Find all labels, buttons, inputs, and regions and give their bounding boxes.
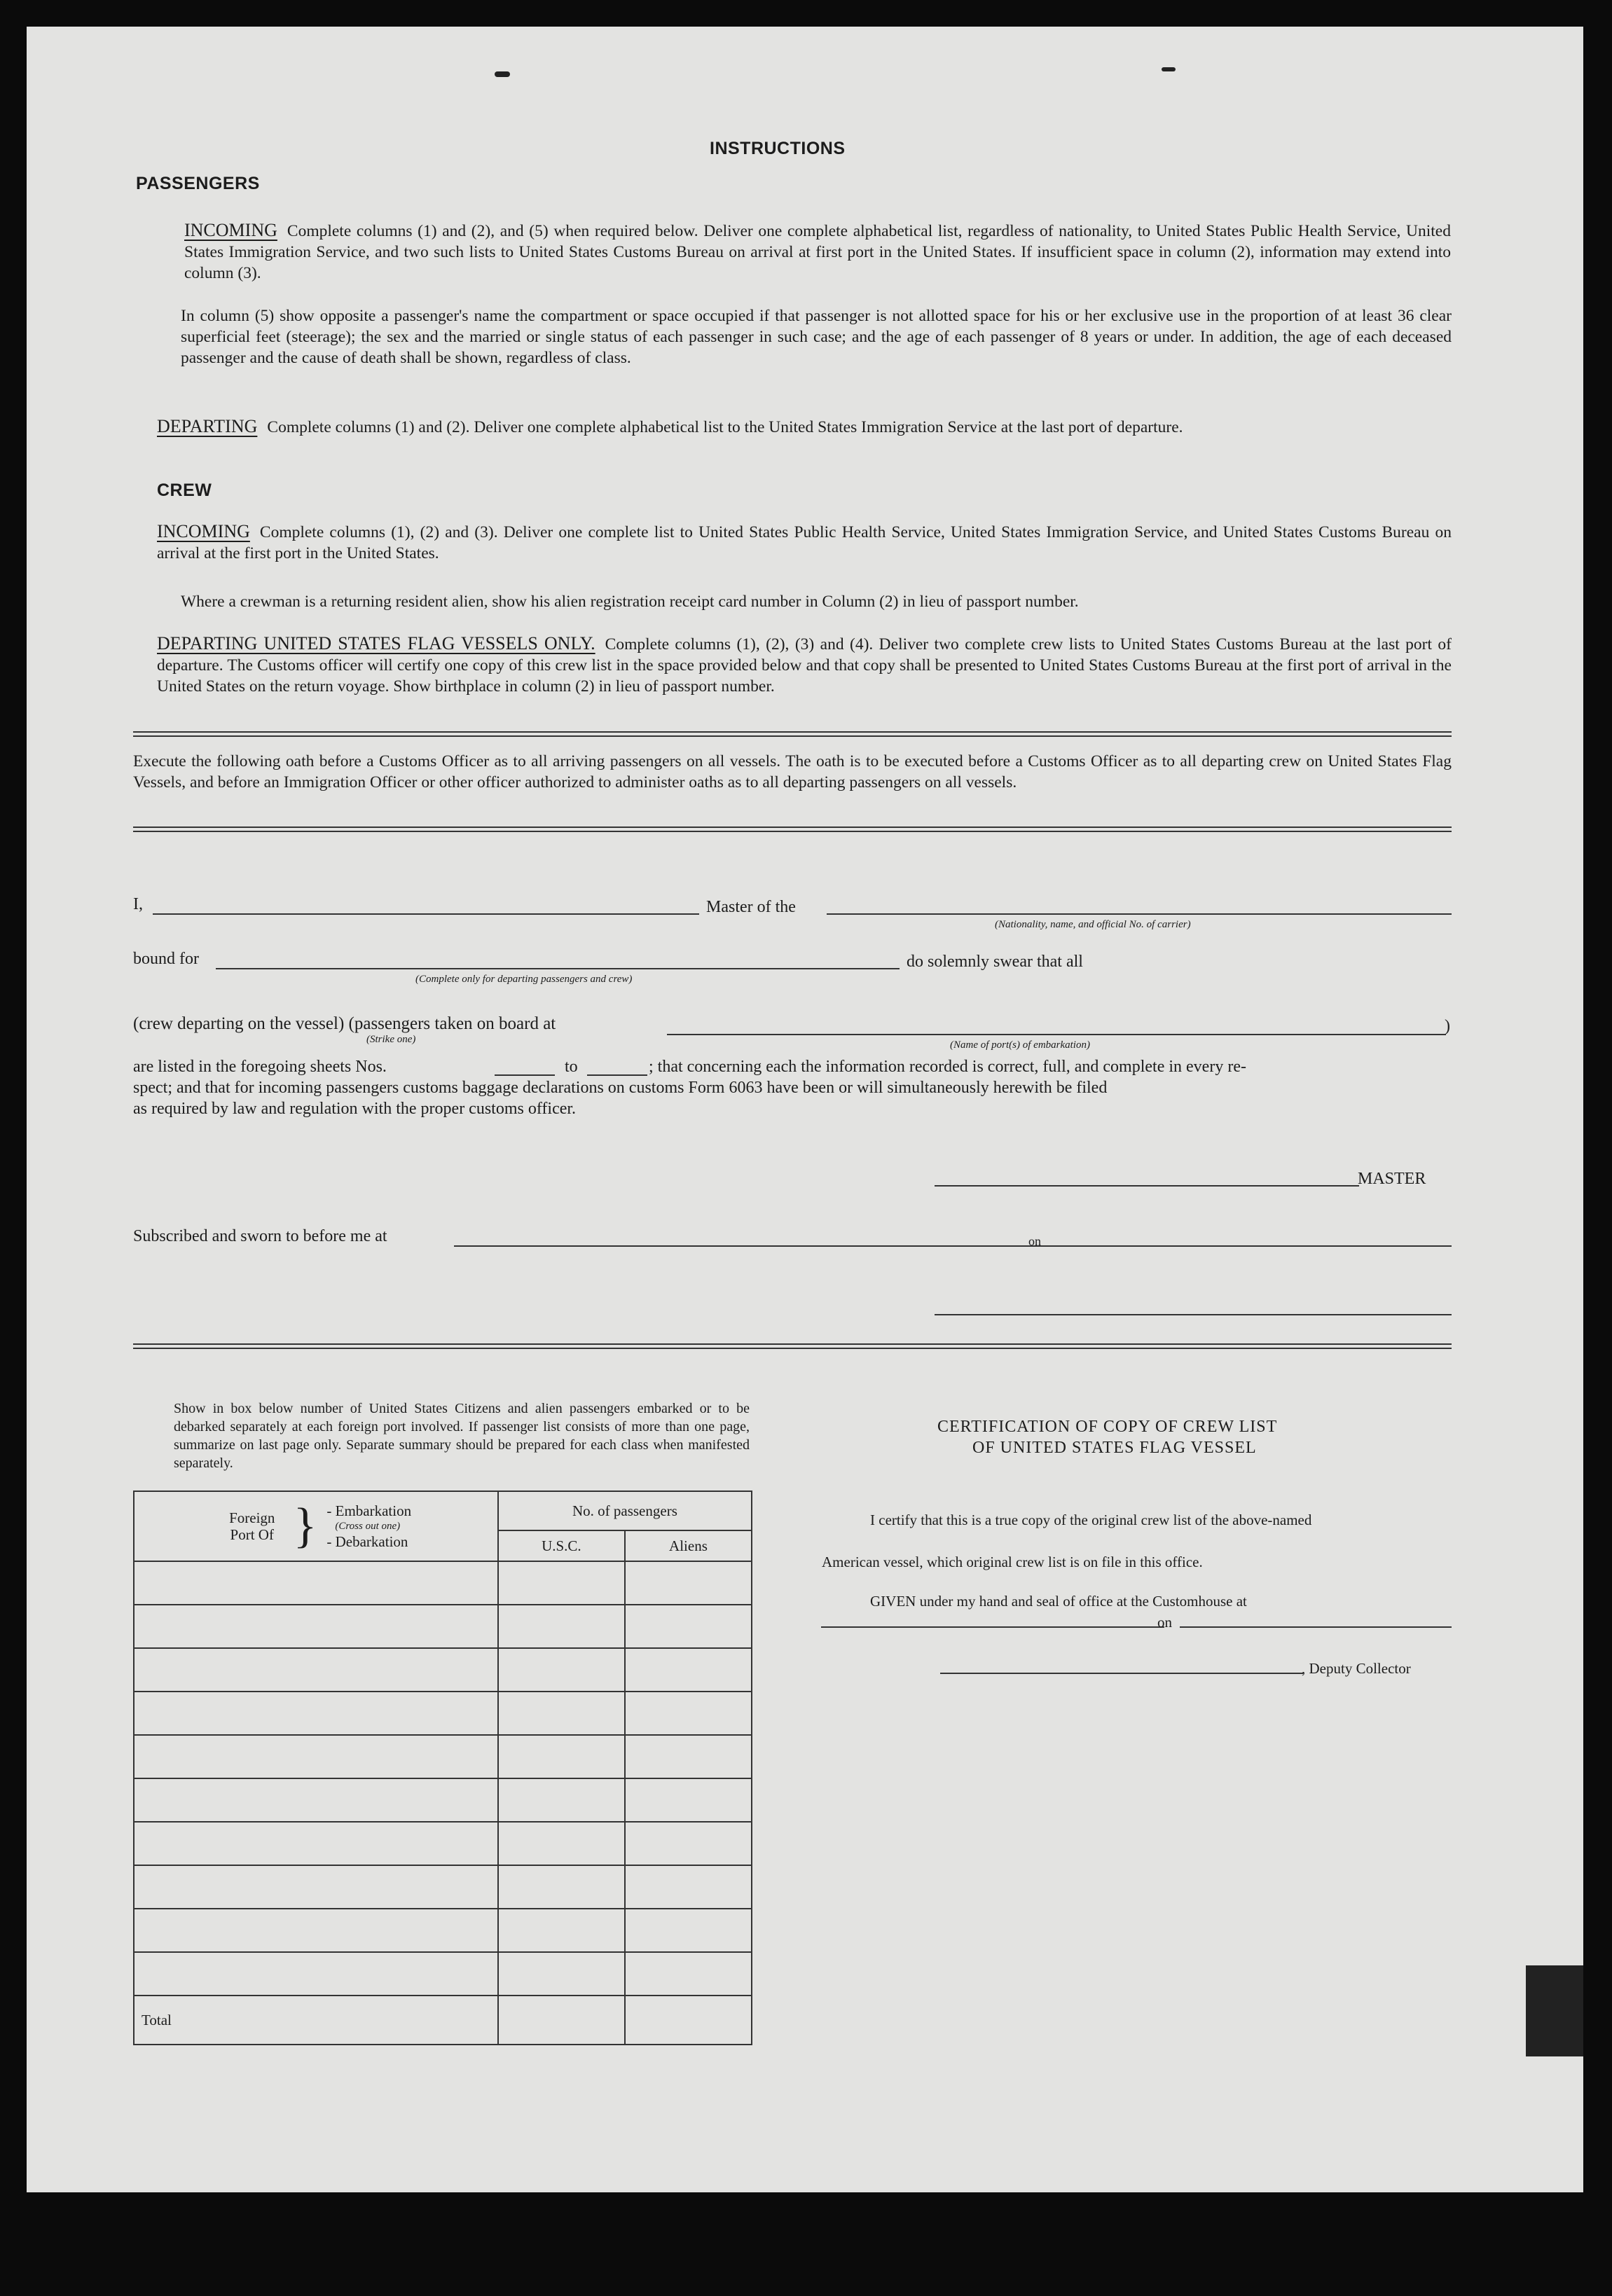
column5-paragraph (181, 305, 1452, 368)
port-header-cell (134, 1491, 498, 1561)
table-row[interactable] (134, 1735, 752, 1778)
on-label: on (1028, 1234, 1041, 1248)
bound-for-field[interactable] (216, 968, 900, 969)
scan-edge-mark (1526, 1965, 1583, 2056)
passengers-departing-paragraph (157, 416, 1452, 438)
officer-signature-field[interactable] (935, 1314, 1452, 1315)
departing-flag-label: DEPARTING UNITED STATES FLAG VESSELS ONLY. (157, 633, 595, 653)
no-of-passengers-header: No. of passengers (498, 1491, 752, 1530)
oath-intro: Execute the following oath before a Customs Officer as to all arriving passengers on all vessels. The oath is to be executed before a Customs Officer as to all departing crew on United States Flag Vessels, and before an Immigration Officer or other officer authorized to administer oaths as to all departing passengers on all vessels. (133, 752, 1452, 791)
crew-departing-label: (crew departing on the vessel) (passengers taken on board at (133, 1014, 556, 1033)
cross-out-caption: (Cross out one) (335, 1521, 401, 1532)
passengers-incoming-paragraph (184, 220, 1451, 284)
total-label: Total (134, 1996, 498, 2045)
to-label: to (565, 1058, 578, 1076)
column5-text: In column (5) show opposite a passenger's name the compartment or space occupied if that passenger is not allotted space for his or her exclusive use in the proportion of at least 36 clear superficial feet (steerage); the sex and the married or single status of each passenger in such case; and the age of each passenger of 8 years or under. In addition, the age of each deceased passenger and the cause of death shall be shown, regardless of class. (181, 307, 1452, 367)
deputy-collector-label: , Deputy Collector (1302, 1660, 1411, 1677)
crewman-text: Where a crewman is a returning resident alien, show his alien registration receipt card number in Column (2) in lieu of passport number. (181, 593, 1079, 611)
incoming-text: Complete columns (1) and (2), and (5) when required below. Deliver one complete alphabetical list, regardless of nationality, to United States Public Health Service, United States Immigration Service, and two such lists to United States Customs Bureau on arrival at first port in the United States. If insufficient space in column (2), information may extend into column (3). (184, 222, 1451, 282)
table-row[interactable] (134, 1865, 752, 1909)
i-label: I, (133, 895, 143, 913)
listed-text-b: ; that concerning each the information recorded is correct, full, and complete in every re- (649, 1058, 1246, 1076)
certification-title-1: CERTIFICATION OF COPY OF CREW LIST (937, 1418, 1278, 1436)
total-row[interactable] (134, 1996, 752, 2045)
listed-text-d: as required by law and regulation with the proper customs officer. (133, 1100, 577, 1118)
deputy-signature-field[interactable] (940, 1673, 1303, 1674)
table-row[interactable] (134, 1822, 752, 1865)
sworn-place-field[interactable] (454, 1245, 1054, 1247)
debarkation-label: - Debarkation (326, 1533, 408, 1550)
ports-caption: (Name of port(s) of embarkation) (950, 1039, 1090, 1051)
table-row[interactable] (134, 1778, 752, 1822)
scan-speck (495, 71, 510, 77)
given-text: GIVEN under my hand and seal of office at the Customhouse at (870, 1593, 1247, 1610)
sworn-date-field[interactable] (1049, 1245, 1452, 1247)
summary-instructions: Show in box below number of United States Citizens and alien passengers embarked or to be debarked separately at each foreign port involved. If passenger list consists of more than one page, summarize on last page only. Separate summary should be prepared for each class when manifested separately. (174, 1401, 750, 1471)
section-divider (133, 731, 1452, 737)
table-row[interactable] (134, 1952, 752, 1996)
certify-text-1: I certify that this is a true copy of the original crew list of the above-named (870, 1512, 1312, 1528)
crew-heading: CREW (157, 480, 212, 500)
embarkation-ports-field[interactable] (667, 1034, 1446, 1035)
customhouse-field[interactable] (821, 1626, 1164, 1628)
cert-on-label: on (1157, 1614, 1172, 1631)
brace-icon: } (293, 1499, 317, 1553)
page-title: INSTRUCTIONS (710, 139, 846, 158)
table-row[interactable] (134, 1692, 752, 1735)
listed-sheets-label: are listed in the foregoing sheets Nos. (133, 1058, 387, 1076)
section-divider (133, 827, 1452, 832)
table-row[interactable] (134, 1605, 752, 1648)
table-row[interactable] (134, 1561, 752, 1605)
master-label: MASTER (1358, 1170, 1426, 1188)
cert-date-field[interactable] (1180, 1626, 1452, 1628)
section-divider (133, 1343, 1452, 1349)
crewman-paragraph (181, 591, 1452, 612)
embarkation-label: - Embarkation (326, 1502, 412, 1519)
form-sheet (27, 27, 1583, 2192)
master-name-field[interactable] (153, 913, 699, 915)
departing-flag-text: Complete columns (1), (2), (3) and (4). Deliver two complete crew lists to United States Customs Bureau at the last port of departure. The Customs officer will certify one copy of this crew list in the space provided below and that copy shall be presented to United States Customs Bureau at the first port of arrival in the United States on the return voyage. Show birthplace in column (2) in lieu of passport number. (157, 635, 1452, 696)
listed-text-c: spect; and that for incoming passengers customs baggage declarations on customs Form 6063 have been or will simultaneously herewith be filed (133, 1079, 1108, 1097)
aliens-header: Aliens (625, 1530, 752, 1561)
foreign-port-label: Foreign Port Of (229, 1509, 275, 1543)
incoming-label: INCOMING (184, 220, 277, 240)
bound-for-label: bound for (133, 950, 199, 968)
table-row[interactable] (134, 1909, 752, 1952)
sheet-from-field[interactable] (495, 1074, 555, 1076)
master-of-the-label: Master of the (706, 898, 796, 916)
certify-text-2: American vessel, which original crew list is on file in this office. (822, 1554, 1203, 1570)
strike-one-caption: (Strike one) (366, 1034, 416, 1045)
departing-flag-paragraph (157, 633, 1452, 697)
sheet-to-field[interactable] (587, 1074, 647, 1076)
close-paren: ) (1445, 1017, 1450, 1035)
subscribed-label: Subscribed and sworn to before me at (133, 1227, 387, 1245)
passengers-heading: PASSENGERS (136, 174, 260, 193)
swear-label: do solemnly swear that all (907, 953, 1083, 971)
certification-title-2: OF UNITED STATES FLAG VESSEL (972, 1439, 1257, 1457)
crew-incoming-label: INCOMING (157, 521, 250, 541)
departing-text: Complete columns (1) and (2). Deliver one complete alphabetical list to the United States Immigration Service at the last port of departure. (267, 418, 1183, 436)
nationality-caption: (Nationality, name, and official No. of carrier) (995, 919, 1191, 930)
usc-header: U.S.C. (498, 1530, 625, 1561)
complete-only-caption: (Complete only for departing passengers and crew) (415, 974, 633, 985)
scan-speck (1162, 67, 1176, 71)
master-signature-field[interactable] (935, 1185, 1359, 1187)
crew-incoming-paragraph (157, 521, 1452, 564)
departing-label: DEPARTING (157, 416, 258, 436)
crew-incoming-text: Complete columns (1), (2) and (3). Deliver one complete list to United States Public Health Service, United States Immigration Service, and United States Customs Bureau on arrival at the first port in the United States. (157, 523, 1452, 562)
passenger-summary-table (133, 1491, 752, 2045)
table-row[interactable] (134, 1648, 752, 1692)
carrier-field[interactable] (827, 913, 1452, 915)
